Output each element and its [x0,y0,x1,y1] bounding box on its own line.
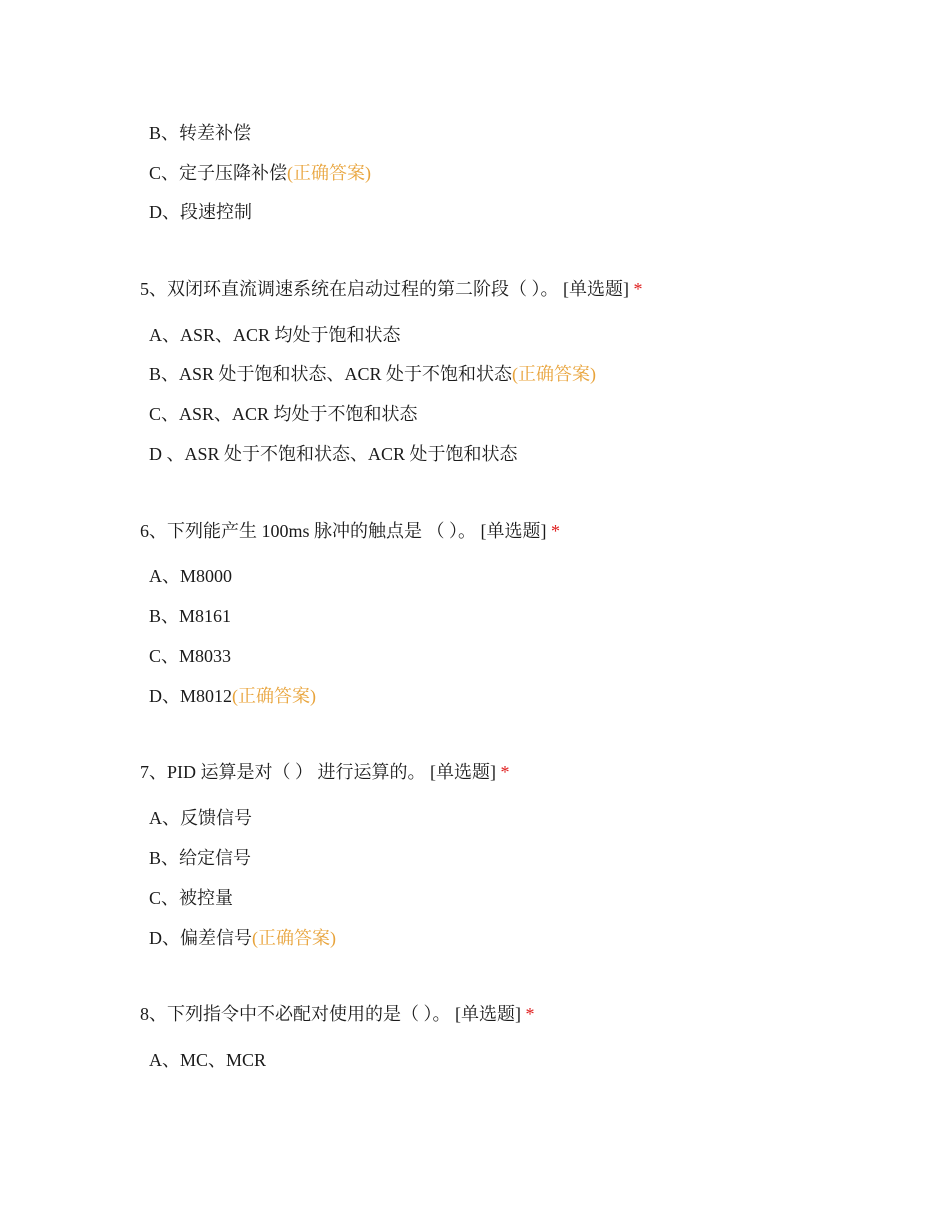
option-text: C、定子压降补偿 [149,163,288,183]
question-type: [单选题] [563,279,629,299]
option-text: D、偏差信号 [149,928,252,948]
q5-option-a [149,323,401,347]
question-type: [单选题] [455,1004,521,1024]
option-text: B、给定信号 [149,848,252,868]
q4-option-c [149,161,371,185]
option-text: A、反馈信号 [149,808,252,828]
q7-option-a [149,806,252,830]
option-text: C、被控量 [149,888,234,908]
q7-option-d [149,926,336,950]
q5-title [140,277,643,301]
required-mark: * [551,521,561,541]
correct-answer-tag: (正确答案) [287,163,372,183]
q7-title [140,760,510,784]
option-text: B、M8161 [149,606,232,626]
question-text: 5、双闭环直流调速系统在启动过程的第二阶段（ ）。 [140,279,559,299]
q6-option-a [149,564,232,588]
q6-option-c [149,644,231,668]
required-mark: * [525,1004,535,1024]
option-text: C、M8033 [149,646,232,666]
q7-option-c [149,886,233,910]
q5-option-d [149,442,518,466]
option-text: D、M8012 [149,686,233,706]
question-text: 7、PID 运算是对（ ） 进行运算的。 [140,762,426,782]
q4-option-b [149,121,251,145]
required-mark: * [500,762,510,782]
required-mark: * [633,279,643,299]
q8-title [140,1002,535,1026]
q6-title [140,519,560,543]
option-text: C、ASR、ACR 均处于不饱和状态 [149,404,418,424]
question-type: [单选题] [430,762,497,782]
option-text: B、转差补偿 [149,123,252,143]
q4-option-d [149,200,252,224]
option-text: D 、ASR 处于不饱和状态、ACR 处于饱和状态 [149,444,518,464]
correct-answer-tag: (正确答案) [252,928,336,948]
q5-option-b [149,362,596,386]
q7-option-b [149,846,251,870]
q6-option-d [149,684,316,708]
option-text: B、ASR 处于饱和状态、ACR 处于不饱和状态 [149,364,513,384]
option-text: A、ASR、ACR 均处于饱和状态 [149,325,401,345]
correct-answer-tag: (正确答案) [512,364,597,384]
q5-option-c [149,402,418,426]
option-text: A、M8000 [149,566,233,586]
question-type: [单选题] [480,521,547,541]
question-text: 8、下列指令中不必配对使用的是（ ）。 [140,1004,451,1024]
question-text: 6、下列能产生 100ms 脉冲的触点是 （ ）。 [140,521,477,541]
option-text: A、MC、MCR [149,1050,267,1070]
q6-option-b [149,604,231,628]
q8-option-a [149,1048,266,1072]
correct-answer-tag: (正确答案) [232,686,317,706]
option-text: D、段速控制 [149,202,252,222]
